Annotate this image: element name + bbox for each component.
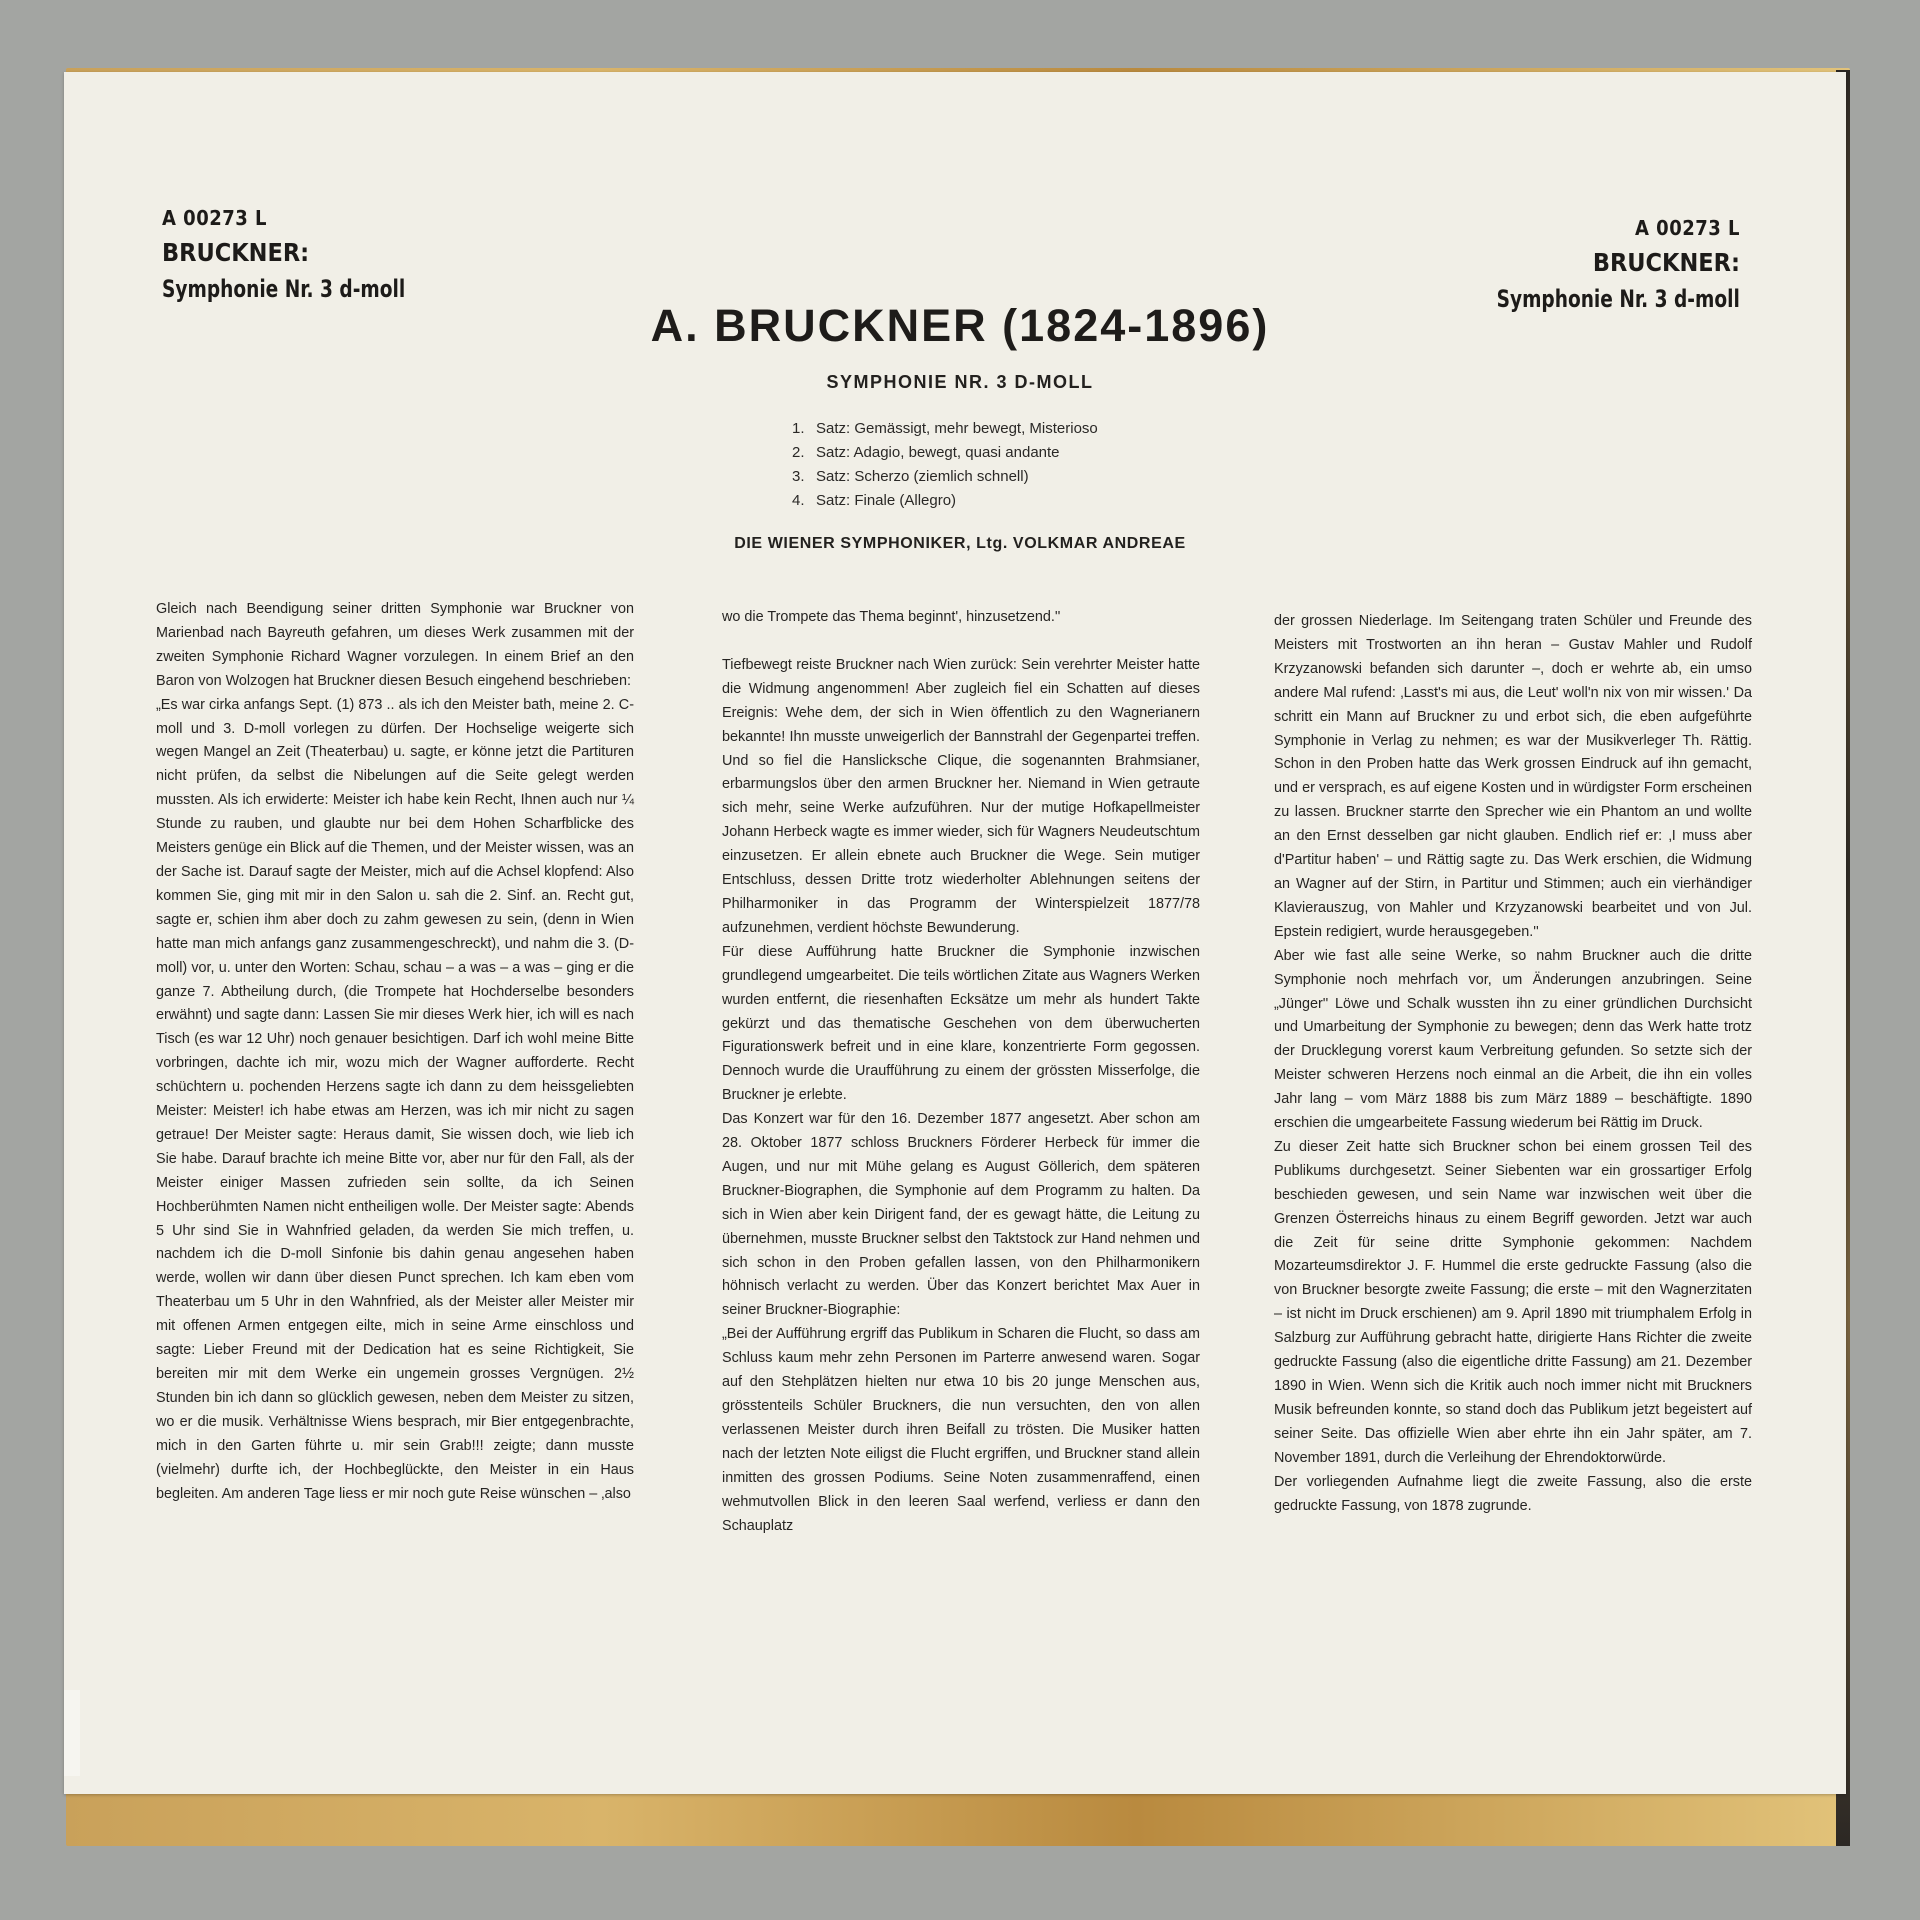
catalog-work: Symphonie Nr. 3 d-moll (1496, 285, 1740, 313)
movement-text: Satz: Adagio, bewegt, quasi andante (816, 444, 1060, 461)
movement-number: 2. (792, 444, 805, 461)
movement-text: Satz: Scherzo (ziemlich schnell) (816, 468, 1029, 485)
paragraph: Der vorliegenden Aufnahme liegt die zweite Fassung, also die erste gedruckte Fassung, von 1878 zugrunde. (1274, 1473, 1752, 1514)
paragraph: wo die Trompete das Thema beginnt', hinzusetzend.'' (722, 609, 1061, 625)
paragraph: der grossen Niederlage. Im Seitengang traten Schüler und Freunde des Meisters mit Trostworten an ihn heran – Gustav Mahler und Rudolf Krzyzanowski befanden sich darunter –, doch er wehrte ab, ein umso andere Mal rufend: ‚Lasst's mi aus, die Leut' woll'n nix von mir wissen.' Da schritt ein Mann auf Bruckner zu und erbot sich, die eben aufgeführte Symphonie in Verlag zu nehmen; es war der Musikverleger Th. Rättig. Schon in den Proben hatte das Werk grossen Eindruck auf ihn gemacht, und er versprach, es auf eigene Kosten und in würdigster Form erscheinen zu lassen. Bruckner starrte den Sprecher wie ein Phantom an und wollte an den Ernst desselben gar nicht glauben. Endlich rief er: ‚I muss aber d'Partitur haben' – und Rättig sagte zu. Das Werk erschien, die Widmung an Wagner auf der Stirn, in Partitur und Stimmen; auch ein vierhändiger Klavierauszug, von Mahler und Krzyzanowski bearbeitet und von Jul. Epstein redigiert, wurde herausgegeben.'' (1274, 613, 1752, 940)
catalog-number: A 00273 L (162, 206, 268, 230)
movement-list (792, 420, 1292, 516)
paragraph: „Bei der Aufführung ergriff das Publikum in Scharen die Flucht, so dass am Schluss kaum mehr zehn Personen im Parterre anwesend waren. Sogar auf den Stehplätzen hielten nur etwa 10 bis 20 junge Menschen aus, grösstenteils Schüler Bruckners, die nun versuchten, den von allen verlassenen Meister durch ihren Beifall zu trösten. Die Musiker hatten nach der letzten Note eiligst die Flucht ergriffen, und Bruckner stand allein inmitten des grossen Podiums. Seine Noten zusammenraffend, einen wehmutvollen Blick in den leeren Saal werfend, verliess er dann den Schauplatz (722, 1326, 1200, 1534)
movement-number: 1. (792, 420, 805, 437)
orchestra-credit: DIE WIENER SYMPHONIKER, Ltg. VOLKMAR ANDREAE (734, 535, 1186, 552)
paragraph: Tiefbewegt reiste Bruckner nach Wien zurück: Sein verehrter Meister hatte die Widmung angenommen! Aber zugleich fiel ein Schatten auf dieses Ereignis: Wehe dem, der sich in Wien öffentlich zu den Wagnerianern bekannte! Ihn musste unweigerlich der Bannstrahl der Gegenpartei treffen. Und so fiel die Hanslicksche Clique, die sogenannten Brahmsianer, erbarmungslos über den armen Bruckner her. Niemand in Wien getraute sich mehr, seine Werke aufzuführen. Nur der mutige Hofkapellmeister Johann Herbeck wagte es immer wieder, sich für Wagners Neudeutschtum einzusetzen. Er allein ebnete auch Bruckner die Wege. Sein mutiger Entschluss, dessen Dritte trotz wiederholter Ablehnungen seitens der Philharmoniker in das Programm der Winterspielzeit 1877/78 aufzunehmen, verdient höchste Bewunderung. (722, 656, 1200, 936)
catalog-number: A 00273 L (1634, 216, 1740, 240)
text-column-1 (156, 598, 634, 1506)
page-subtitle: SYMPHONIE NR. 3 D-MOLL (826, 372, 1094, 392)
page-title: A. BRUCKNER (1824-1896) (650, 300, 1270, 351)
catalog-block-left (162, 208, 445, 301)
movement-item (792, 468, 1292, 492)
movement-item (792, 492, 1292, 516)
movement-number: 3. (792, 468, 805, 485)
catalog-block-right (1457, 218, 1740, 311)
text-column-2 (722, 606, 1200, 1538)
sheet-corner (64, 1690, 80, 1776)
movement-text: Satz: Finale (Allegro) (816, 492, 957, 509)
catalog-work: Symphonie Nr. 3 d-moll (162, 275, 406, 303)
movement-text: Satz: Gemässigt, mehr bewegt, Misterioso (816, 420, 1098, 437)
movement-number: 4. (792, 492, 805, 509)
movement-item (792, 420, 1292, 444)
movement-item (792, 444, 1292, 468)
catalog-composer: BRUCKNER: (1592, 248, 1740, 277)
paragraph: Das Konzert war für den 16. Dezember 1877 angesetzt. Aber schon am 28. Oktober 1877 schloss Bruckners Förderer Herbeck für immer die Augen, und nur mit Mühe gelang es August Göllerich, dem späteren Bruckner-Biographen, die Symphonie auf dem Programm zu halten. Da sich in Wien aber kein Dirigent fand, der es gewagt hätte, die Leitung zu übernehmen, musste Bruckner selbst den Taktstock zur Hand nehmen und sich schon in den Proben gefallen lassen, von den Philharmonikern höhnisch verlacht zu werden. Über das Konzert berichtet Max Auer in seiner Bruckner-Biographie: (722, 1111, 1200, 1319)
catalog-composer: BRUCKNER: (162, 238, 310, 267)
paragraph: Gleich nach Beendigung seiner dritten Symphonie war Bruckner von Marienbad nach Bayreuth gefahren, um dieses Werk zusammen mit der zweiten Symphonie Richard Wagner vorzulegen. In einem Brief an den Baron von Wolzogen hat Bruckner diesen Besuch eingehend beschrieben: (156, 601, 634, 689)
paragraph: Zu dieser Zeit hatte sich Bruckner schon bei einem grossen Teil des Publikums durchgesetzt. Seiner Siebenten war ein grossartiger Erfolg beschieden gewesen, und sein Name war inzwischen weit über die Grenzen Österreichs hinaus zu einem Begriff geworden. Jetzt war auch die Zeit für seine dritte Symphonie gekommen: Nachdem Mozarteumsdirektor J. F. Hummel die erste gedruckte Fassung (also die von Bruckner besorgte zweite Fassung; die erste – mit den Wagnerzitaten – ist nicht im Druck erschienen) am 9. April 1890 mit triumphalem Erfolg in Salzburg zur Aufführung gebracht hatte, dirigierte Hans Richter die zweite gedruckte Fassung (also die eigentliche dritte Fassung) am 21. Dezember 1890 in Wien. Wenn sich die Kritik auch noch immer nicht mit Bruckners Musik befreunden konnte, so stand doch das Publikum jetzt begeistert auf seiner Seite. Das offizielle Wien aber ehrte ihn ein Jahr später, am 7. November 1891, durch die Verleihung der Ehrendoktorwürde. (1274, 1138, 1752, 1466)
paragraph: Aber wie fast alle seine Werke, so nahm Bruckner auch die dritte Symphonie noch mehrfach vor, um Änderungen anzubringen. Seine „Jünger'' Löwe und Schalk wussten ihn zu einer gründlichen Durchsicht und Umarbeitung der Symphonie zu bewegen; denn das Werk hatte trotz der Drucklegung vorerst kaum Verbreitung gefunden. So setzte sich der Meister schweren Herzens noch einmal an die Arbeit, die ihn ein volles Jahr lang – vom März 1888 bis zum März 1889 – beschäftigte. 1890 erschien die umgearbeitete Fassung wiederum bei Rättig im Druck. (1274, 947, 1752, 1132)
text-column-3 (1274, 610, 1752, 1518)
paragraph: Für diese Aufführung hatte Bruckner die Symphonie inzwischen grundlegend umgearbeitet. Die teils wörtlichen Zitate aus Wagners Werken wurden entfernt, die riesenhaften Ecksätze um mehr als hundert Takte gekürzt und das thematische Geschehen von dem überwucherten Figurationswerk befreit und in eine klare, konzentrierte Form gegossen. Dennoch wurde die Uraufführung zu einem der grössten Misserfolge, die Bruckner je erlebte. (722, 943, 1200, 1104)
paragraph: „Es war cirka anfangs Sept. (1) 873 .. als ich den Meister bath, meine 2. C-moll und 3. D-moll vorlegen zu dürfen. Der Hochselige weigerte sich wegen Mangel an Zeit (Theaterbau) u. sagte, er könne jetzt die Partituren nicht prüfen, da selbst die Nibelungen auf die Seite gelegt werden mussten. Als ich erwiderte: Meister ich habe kein Recht, Ihnen auch nur ¼ Stunde zu rauben, und glaubte nur bei dem Hohen Scharfblicke des Meisters genüge ein Blick auf die Themen, und der Meister wissen, was an der Sache ist. Darauf sagte der Meister, mich auf die Achsel klopfend: Also kommen Sie, ging mit mir in den Salon u. sah die 2. Sinf. an. Recht gut, sagte er, schien ihm aber doch zu zahm gewesen zu sein, (denn in Wien hatte man mich anfangs ganz zusammengeschreckt), und nahm die 3. (D-moll) vor, u. unter den Worten: Schau, schau – a was – a was – ging er die ganze 7. Abtheilung durch, (die Trompete hat Hochderselbe besonders erwähnt) und sagte dann: Lassen Sie mir dieses Werk hier, ich will es nach Tisch (es war 12 Uhr) noch genauer besichtigen. Darf ich wohl meine Bitte vorbringen, dachte ich mir, wozu mich der Wagner aufforderte. Recht schüchtern u. pochenden Herzens sagte ich dann zu dem heissgeliebten Meister: Meister! ich habe etwas am Herzen, was ich mir nicht zu sagen getraue! Der Meister sagte: Heraus damit, Sie wissen doch, wie lieb ich Sie habe. Darauf brachte ich meine Bitte vor, aber nur für den Fall, als der Meister einiger Massen zufrieden sein sollte, da ich Seinen Hochberühmten Namen nicht entheiligen wolle. Der Meister sagte: Abends 5 Uhr sind Sie in Wahnfried geladen, da werden Sie mich treffen, u. nachdem ich die D-moll Sinfonie bis dahin genau angesehen haben werde, wollen wir dann über diesen Punct sprechen. Ich kam eben vom Theaterbau um 5 Uhr in den Wahnfried, als der Meister aller Meister mir mit offenen Armen entgegen eilte, mich in seine Arme einschloss und sagte: Lieber Freund mit der Dedication hat es seine Richtigkeit, Sie bereiten mir mit dem Werke ein ungemein grosses Vergnügen. 2½ Stunden bin ich dann so glücklich gewesen, neben dem Meister zu sitzen, wo er die musik. Verhältnisse Wiens besprach, mir Bier entgegenbrachte, mich in den Garten führte u. mir sein Grab!!! zeigte; dann musste (vielmehr) durfte ich, der Hochbeglückte, den Meister in ein Haus begleiten. Am anderen Tage liess er mir noch gute Reise wünschen – ‚also (156, 696, 634, 1502)
